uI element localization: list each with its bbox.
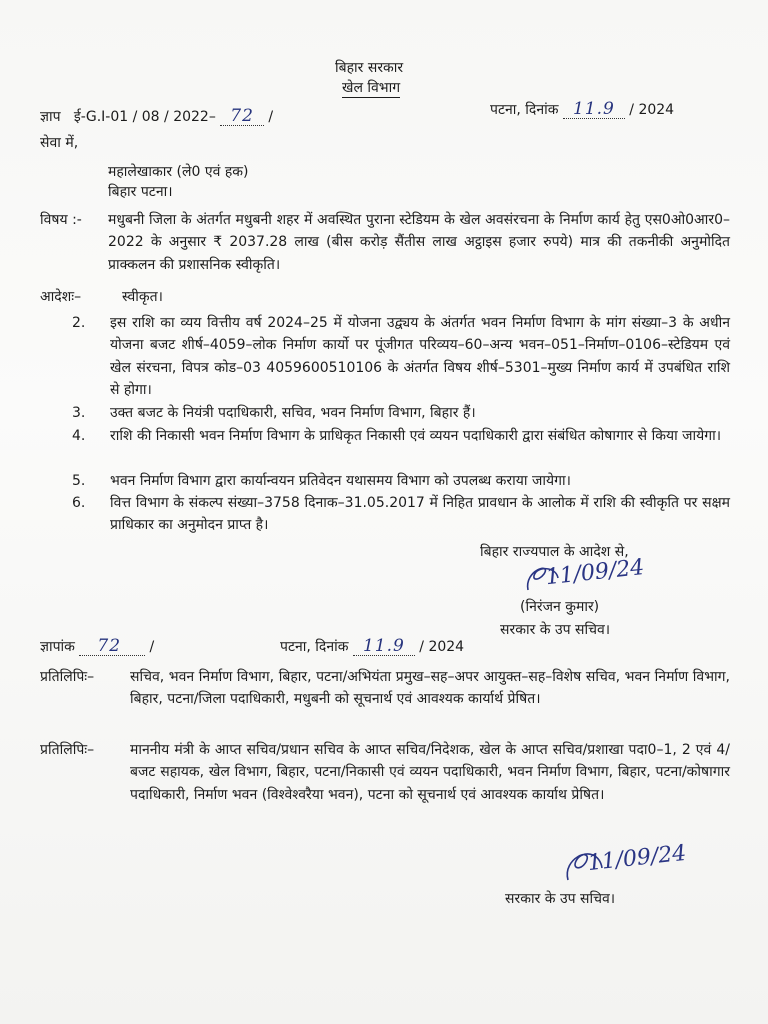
government-title: बिहार सरकार: [335, 60, 404, 76]
signature: [530, 555, 650, 596]
memo2-number-suffix: /: [149, 639, 155, 655]
point-text: भवन निर्माण विभाग द्वारा कार्यान्वयन प्रतिवेदन यथासमय विभाग को उपलब्ध कराया जायेगा।: [110, 473, 571, 489]
place-date-label: पटना, दिनांक: [490, 102, 559, 118]
memo2-year: / 2024: [419, 639, 465, 655]
memo2-date-handwritten: 11.9: [353, 637, 415, 656]
date-handwritten: 11.9: [563, 100, 625, 119]
point-number: 6.: [72, 495, 86, 511]
salutation: सेवा में,: [40, 135, 79, 151]
memo2-date-line: [280, 636, 464, 658]
final-signature: [570, 840, 700, 886]
order-label: आदेशः–: [40, 289, 82, 305]
copy-text: सचिव, भवन निर्माण विभाग, बिहार, पटना/अभियंता प्रमुख–सह–अपर आयुक्त–सह–विशेष सचिव, भवन निर्माण विभाग, बिहार, पटना/जिला पदाधिकारी, मधुबनी को सूचनार्थ एवं आवश्यक कार्यार्थ प्रेषित।: [130, 669, 730, 708]
final-designation: सरकार के उप सचिव।: [505, 891, 616, 907]
memo-reference-line: [40, 106, 273, 128]
point-text: राशि की निकासी भवन निर्माण विभाग के प्राधिकृत निकासी एवं व्ययन पदाधिकारी द्वारा संबंधित कोषागार से किया जायेगा।: [110, 428, 722, 444]
department-name: खेल विभाग: [342, 80, 401, 96]
memo-date-line: [490, 99, 674, 121]
department-title: [342, 78, 400, 98]
final-signature-text: 11/09/24: [586, 840, 688, 877]
signatory-designation: सरकार के उप सचिव।: [500, 622, 611, 638]
point-number: 4.: [72, 428, 86, 444]
memo2-label: ज्ञापांक: [40, 639, 75, 655]
point-text: वित्त विभाग के संकल्प संख्या–3758 दिनाक–31.05.2017 में निहित प्रावधान के आलोक में राशि की स्वीकृति पर सक्षम प्राधिकार का अनुमोदन प्राप्त है।: [110, 495, 730, 534]
subject-label: विषय :-: [40, 212, 82, 228]
memo-label: ज्ञाप: [40, 109, 61, 125]
authority-line: बिहार राज्यपाल के आदेश से,: [480, 544, 629, 560]
memo-number-suffix: /: [268, 109, 274, 125]
memo2-place-date-label: पटना, दिनांक: [280, 639, 349, 655]
memo-number-handwritten: 72: [220, 107, 264, 126]
addressee-line-1: महालेखाकार (ले0 एवं हक): [108, 164, 249, 180]
point-text: उक्त बजट के नियंत्री पदाधिकारी, सचिव, भवन निर्माण विभाग, बिहार हैं।: [110, 405, 476, 421]
copy-label: प्रतिलिपिः–: [40, 742, 95, 758]
addressee-line-2: बिहार पटना।: [108, 184, 173, 200]
copy-label: प्रतिलिपिः–: [40, 669, 95, 685]
point-number: 3.: [72, 405, 86, 421]
memo2-reference-line: [40, 636, 154, 658]
order-sanctioned: स्वीकृत।: [122, 289, 163, 305]
point-number: 2.: [72, 315, 86, 331]
memo-reference: ई-G.I-01 / 08 / 2022–: [73, 109, 216, 125]
signatory-name: (निरंजन कुमार): [520, 599, 600, 615]
signature-text: 11/09/24: [544, 555, 646, 591]
point-number: 5.: [72, 473, 86, 489]
copy-text: माननीय मंत्री के आप्त सचिव/प्रधान सचिव के आप्त सचिव/निदेशक, खेल के आप्त सचिव/प्रशाखा पदा0–1, 2 एवं 4/बजट सहायक, खेल विभाग, बिहार, पटना/निकासी एवं व्ययन पदाधिकारी, भवन निर्माण विभाग, बिहार, पटना/कोषागार पदाधिकारी, निर्माण भवन (विश्वेश्वरैया भवन), पटना को सूचनार्थ एवं आवश्यक कार्याथ प्रेषित।: [130, 742, 730, 803]
point-text: इस राशि का व्यय वित्तीय वर्ष 2024–25 में योजना उद्व्यय के अंतर्गत भवन निर्माण विभाग के मांग संख्या–3 के अधीन योजना बजट शीर्ष–4059–लोक निर्माण कार्यो पर पूंजीगत परिव्यय–60–अन्य भवन–051–निर्माण–0106–स्टेडियम एवं खेल संरचना, विपत्र कोड–03 4059600510106 के अंतर्गत विषय शीर्ष–5301–मुख्य निर्माण कार्य में उपबंधित राशि से होगा।: [110, 315, 730, 398]
subject-text: मधुबनी जिला के अंतर्गत मधुबनी शहर में अवस्थित पुराना स्टेडियम के खेल अवसंरचना के निर्माण कार्य हेतु एस0ओ0आर0–2022 के अनुसार ₹ 2037.28 लाख (बीस करोड़ सैंतीस लाख अट्ठाइस हजार रुपये) मात्र की तकनीकी अनुमोदित प्राक्कलन की प्रशासनिक स्वीकृति।: [108, 212, 730, 273]
memo2-number-handwritten: 72: [79, 637, 145, 656]
date-year: / 2024: [629, 102, 675, 118]
